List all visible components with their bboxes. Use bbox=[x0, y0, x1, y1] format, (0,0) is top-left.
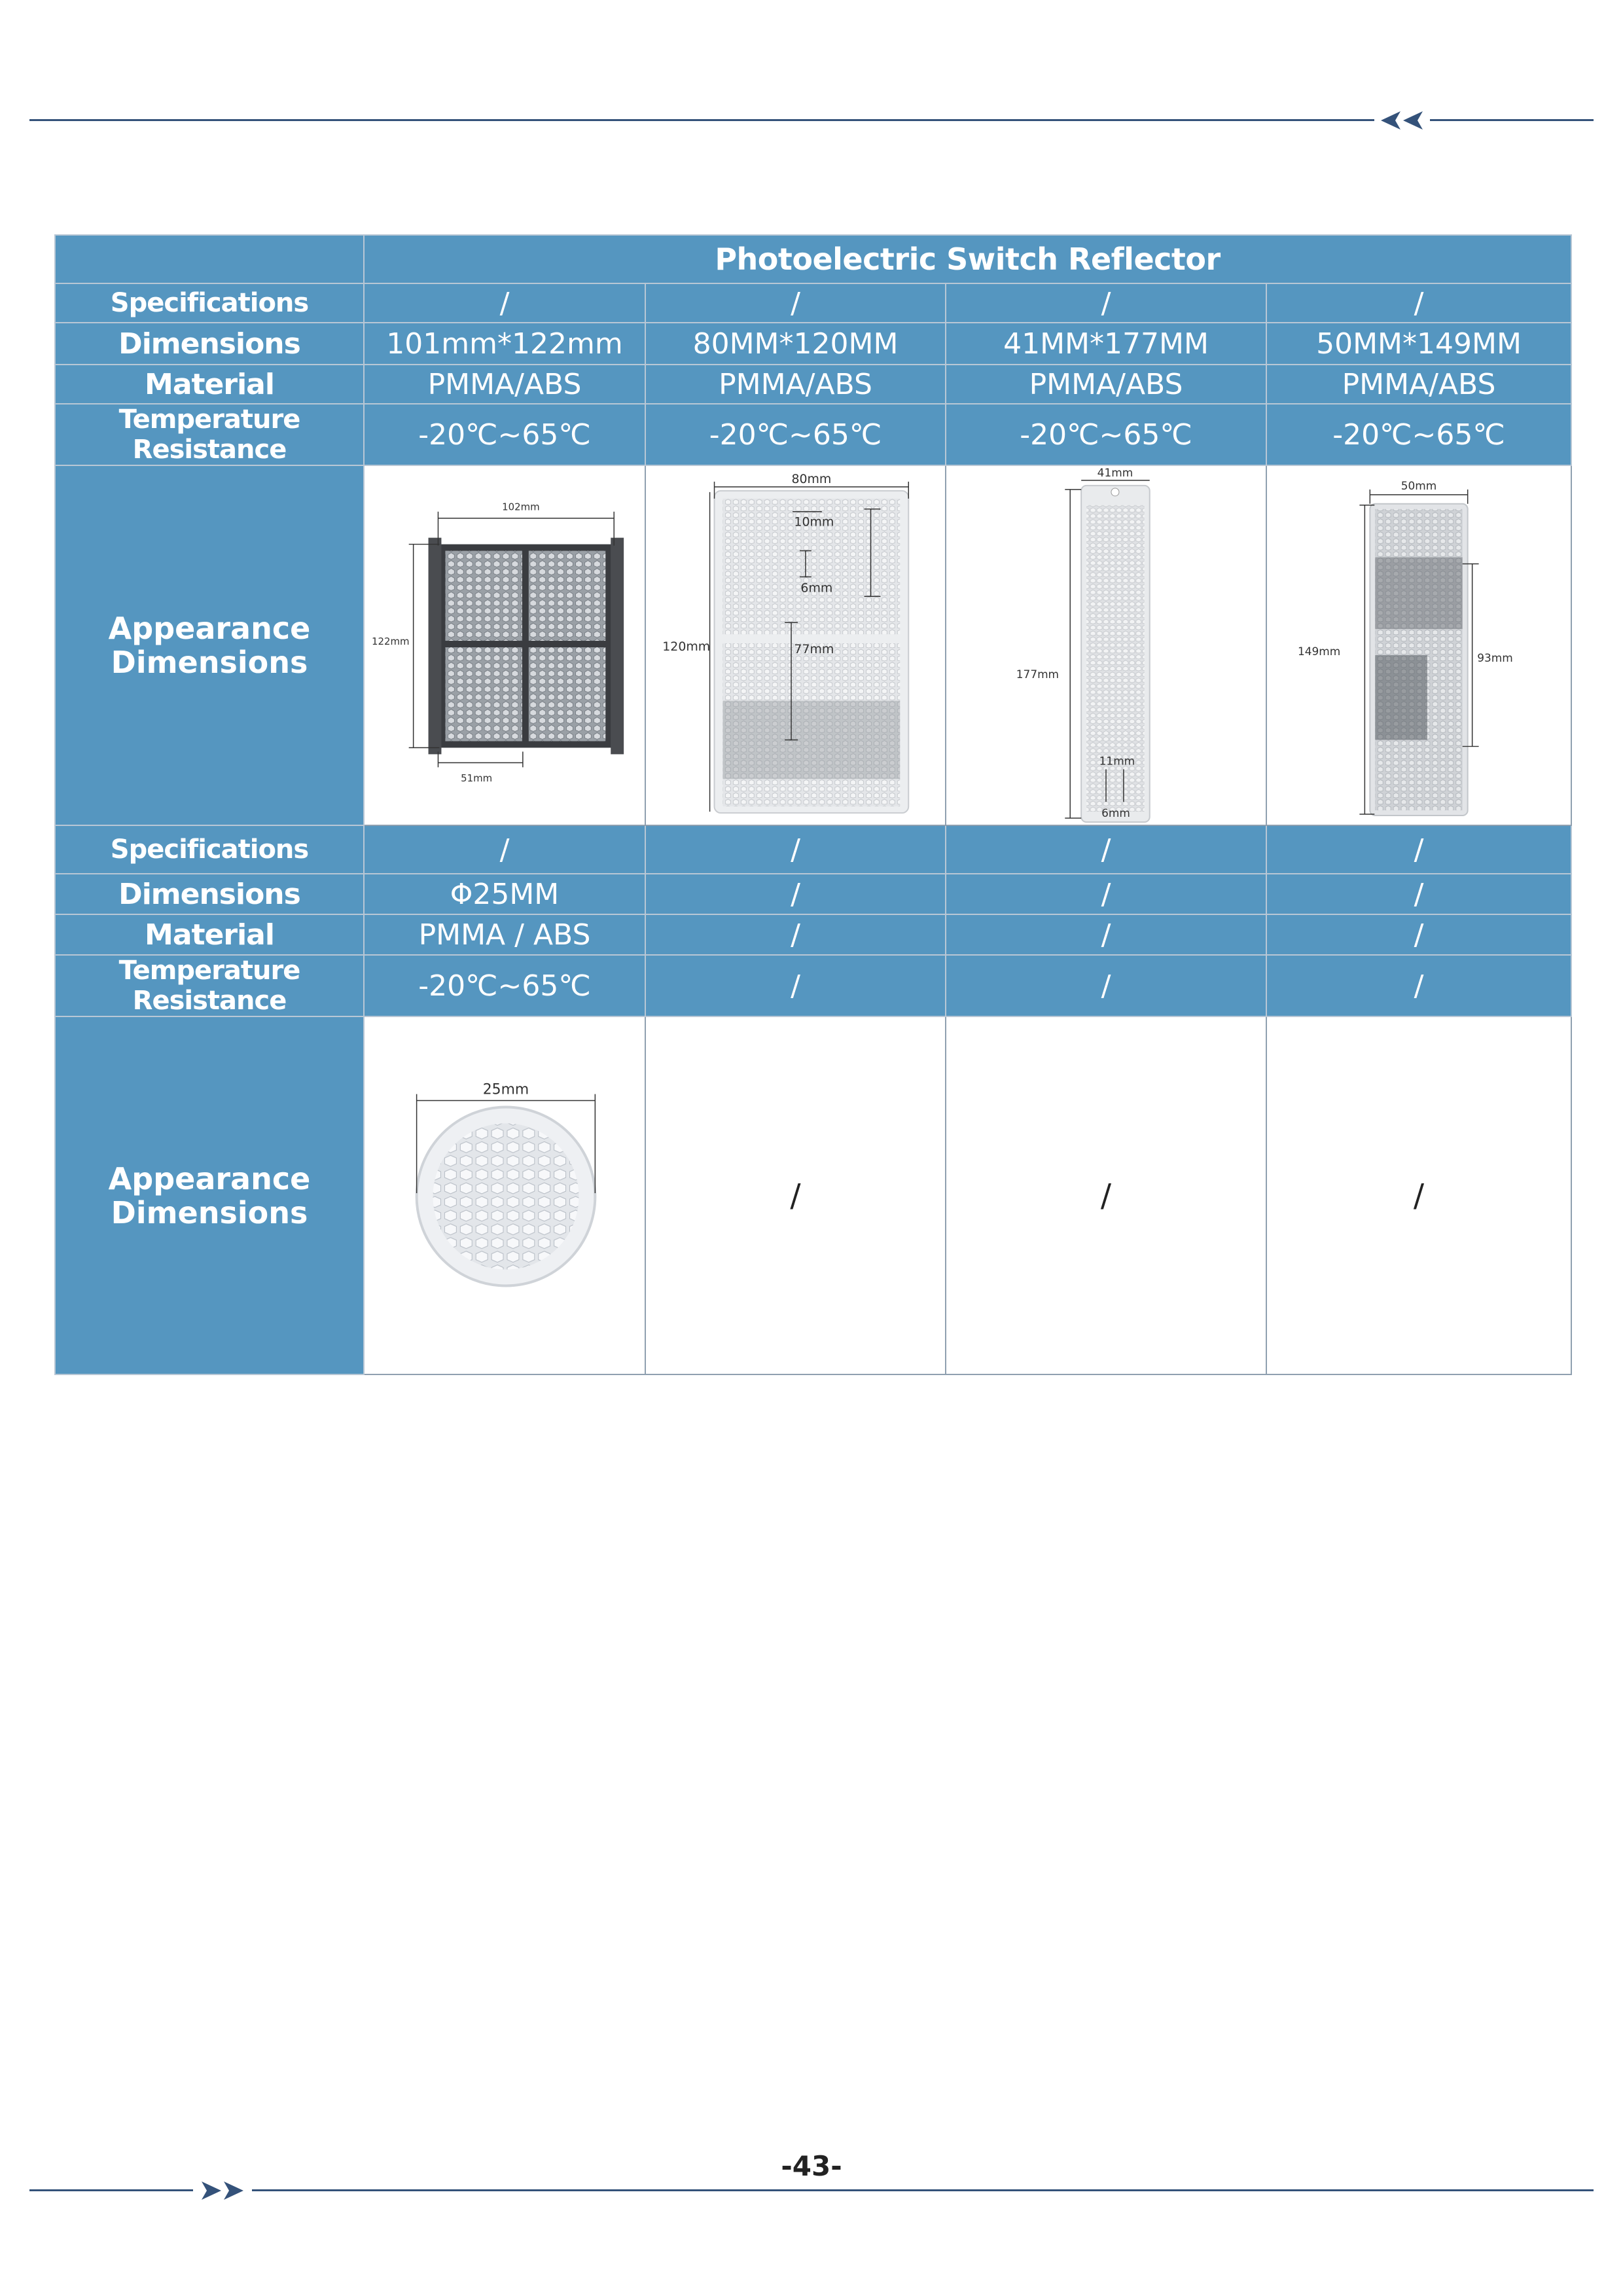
row-label-material: Material bbox=[55, 914, 364, 955]
reflector-4panel-image bbox=[365, 466, 645, 825]
reflector-image-cell bbox=[364, 1016, 645, 1374]
table-row bbox=[55, 283, 1571, 323]
table-cell: PMMA / ABS bbox=[364, 914, 645, 955]
dim-label: 149mm bbox=[1298, 644, 1341, 658]
round-reflector-image bbox=[365, 1017, 645, 1374]
table-cell: / bbox=[1266, 874, 1571, 914]
dim-label: 77mm bbox=[794, 641, 834, 656]
dim-label: 80mm bbox=[791, 471, 832, 486]
top-rule bbox=[29, 119, 1374, 121]
table-cell: -20℃~65℃ bbox=[946, 404, 1266, 465]
table-cell: PMMA/ABS bbox=[946, 365, 1266, 404]
dim-label: 6mm bbox=[800, 581, 833, 596]
table-title: Photoelectric Switch Reflector bbox=[364, 235, 1571, 283]
table-cell: -20℃~65℃ bbox=[645, 404, 946, 465]
dim-label: 120mm bbox=[662, 639, 711, 654]
table-cell: / bbox=[946, 283, 1266, 323]
table-cell: PMMA/ABS bbox=[1266, 365, 1571, 404]
table-cell: / bbox=[645, 283, 946, 323]
dim-label: 102mm bbox=[502, 501, 540, 513]
table-cell: / bbox=[364, 825, 645, 874]
reflector-spec-table bbox=[54, 234, 1572, 1375]
table-row bbox=[55, 365, 1571, 404]
table-row bbox=[55, 874, 1571, 914]
table-row bbox=[55, 323, 1571, 365]
row-label-temperature: Temperature Resistance bbox=[55, 955, 364, 1016]
row-label-appearance bbox=[55, 1016, 364, 1374]
dim-label: 11mm bbox=[1099, 754, 1135, 768]
appearance-row bbox=[55, 465, 1571, 825]
table-cell: -20℃~65℃ bbox=[364, 955, 645, 1016]
row-label-dimensions: Dimensions bbox=[55, 874, 364, 914]
page-number: -43- bbox=[781, 2150, 842, 2182]
reflector-image-cell bbox=[1266, 465, 1571, 825]
table-cell: 50MM*149MM bbox=[1266, 323, 1571, 365]
table-title-row bbox=[55, 235, 1571, 283]
row-label-dimensions: Dimensions bbox=[55, 323, 364, 365]
double-chevron-right-icon bbox=[196, 2180, 243, 2201]
table-cell: -20℃~65℃ bbox=[364, 404, 645, 465]
table-cell: / bbox=[1266, 825, 1571, 874]
table-cell: -20℃~65℃ bbox=[1266, 404, 1571, 465]
dim-label: 6mm bbox=[1101, 806, 1130, 820]
table-row bbox=[55, 825, 1571, 874]
table-cell: / bbox=[1266, 914, 1571, 955]
dim-label: 25mm bbox=[482, 1081, 529, 1098]
empty-cell: / bbox=[946, 1016, 1266, 1374]
dim-label: 122mm bbox=[372, 635, 410, 648]
reflector-50x149-image bbox=[1267, 466, 1571, 825]
corner-cell bbox=[55, 235, 364, 283]
table-cell: / bbox=[946, 914, 1266, 955]
row-label-specifications: Specifications bbox=[55, 283, 364, 323]
empty-cell: / bbox=[645, 1016, 946, 1374]
dim-label: 10mm bbox=[794, 514, 834, 529]
reflector-80x120-image bbox=[646, 466, 945, 825]
double-chevron-left-icon bbox=[1381, 110, 1428, 131]
dim-label: 177mm bbox=[1016, 667, 1060, 681]
bottom-rule bbox=[29, 2189, 193, 2191]
reflector-41x177-image bbox=[946, 466, 1266, 825]
table-cell: 101mm*122mm bbox=[364, 323, 645, 365]
table-cell: PMMA/ABS bbox=[364, 365, 645, 404]
row-label-material: Material bbox=[55, 365, 364, 404]
reflector-image-cell bbox=[364, 465, 645, 825]
bottom-rule-end bbox=[252, 2189, 1594, 2191]
row-label-appearance bbox=[55, 465, 364, 825]
top-rule-end bbox=[1430, 119, 1594, 121]
empty-cell: / bbox=[1266, 1016, 1571, 1374]
reflector-image-cell bbox=[645, 465, 946, 825]
appearance-label-line2: Dimensions bbox=[111, 645, 308, 680]
appearance-label-line1: Appearance bbox=[108, 1160, 311, 1196]
table-cell: / bbox=[645, 825, 946, 874]
table-cell: 41MM*177MM bbox=[946, 323, 1266, 365]
table-cell: / bbox=[645, 955, 946, 1016]
appearance-label-line2: Dimensions bbox=[111, 1194, 308, 1230]
dim-label: 51mm bbox=[461, 772, 493, 785]
table-cell: / bbox=[364, 283, 645, 323]
table-row bbox=[55, 914, 1571, 955]
table-cell: PMMA/ABS bbox=[645, 365, 946, 404]
table-row bbox=[55, 404, 1571, 465]
table-row bbox=[55, 955, 1571, 1016]
dim-label: 93mm bbox=[1477, 651, 1513, 664]
row-label-temperature: Temperature Resistance bbox=[55, 404, 364, 465]
table-cell: / bbox=[645, 914, 946, 955]
table-cell: / bbox=[1266, 283, 1571, 323]
table-cell: / bbox=[1266, 955, 1571, 1016]
row-label-specifications: Specifications bbox=[55, 825, 364, 874]
table-cell: 80MM*120MM bbox=[645, 323, 946, 365]
appearance-row bbox=[55, 1016, 1571, 1374]
table-cell: Φ25MM bbox=[364, 874, 645, 914]
appearance-label-line1: Appearance bbox=[108, 611, 311, 646]
table-cell: / bbox=[946, 825, 1266, 874]
reflector-image-cell bbox=[946, 465, 1266, 825]
table-cell: / bbox=[946, 955, 1266, 1016]
dim-label: 50mm bbox=[1400, 478, 1437, 492]
table-cell: / bbox=[645, 874, 946, 914]
table-cell: / bbox=[946, 874, 1266, 914]
dim-label: 41mm bbox=[1097, 466, 1133, 479]
